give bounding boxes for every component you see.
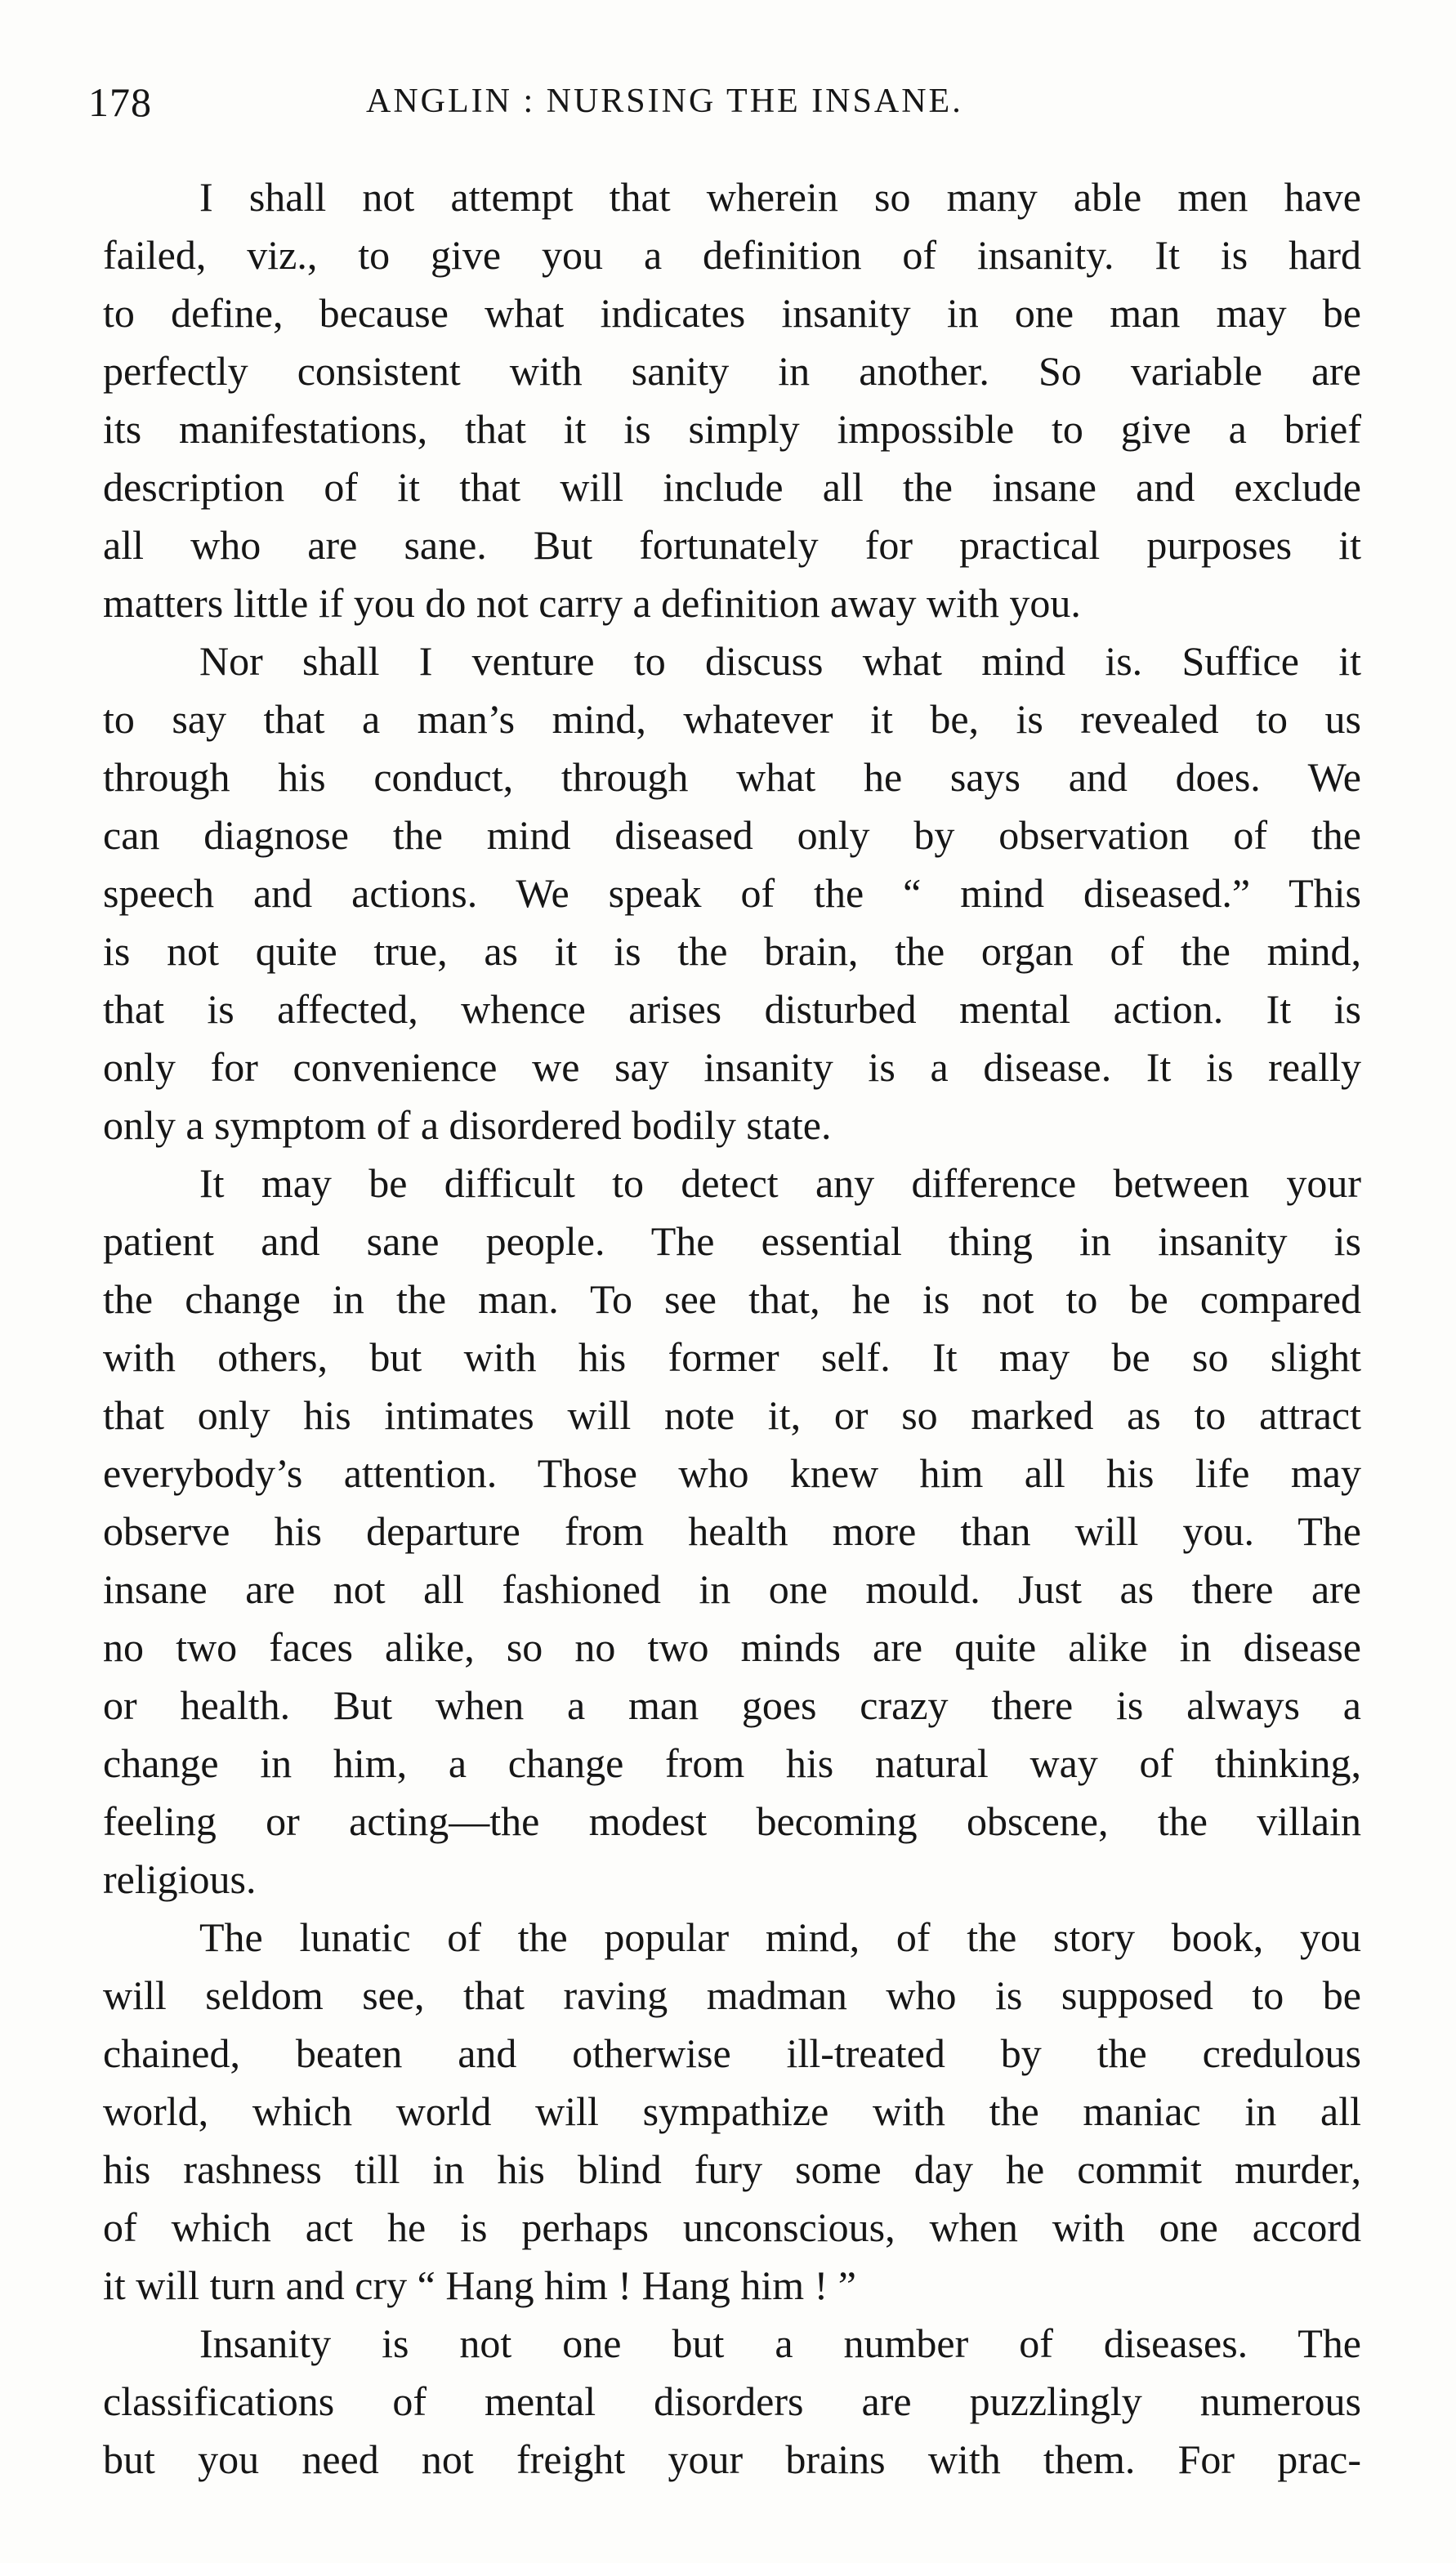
text-line: patient and sane people. The essential thing in insanity is [103,1218,1361,1264]
text-line: but you need not freight your brains with them. For prac- [103,2436,1361,2482]
running-head [88,78,1371,136]
text-line: no two faces alike, so no two minds are quite alike in disease [103,1624,1361,1670]
text-line: can diagnose the mind diseased only by observation of the [103,812,1361,858]
text-line: feeling or acting—the modest becoming obscene, the villain [103,1798,1361,1844]
text-line: Nor shall I venture to discuss what mind is. Suffice it [199,638,1361,684]
text-line: only a symptom of a disordered bodily state. [103,1102,832,1148]
text-line: everybody’s attention. Those who knew him all his life may [103,1450,1361,1496]
text-line: perfectly consistent with sanity in another. So variable are [103,348,1361,394]
text-line: it will turn and cry “ Hang him ! Hang him ! ” [103,2262,856,2308]
text-line: description of it that will include all the insane and exclude [103,464,1361,510]
paragraph-5 [103,2315,1361,2489]
text-line: I shall not attempt that wherein so many able men have [199,174,1361,220]
text-line: matters little if you do not carry a definition away with you. [103,580,1081,626]
text-line: with others, but with his former self. It may be so slight [103,1334,1361,1380]
text-line: insane are not all fashioned in one mould. Just as there are [103,1566,1361,1612]
text-line: failed, viz., to give you a definition of insanity. It is hard [103,232,1361,278]
text-line: religious. [103,1856,257,1902]
text-line: chained, beaten and otherwise ill-treated by the credulous [103,2030,1361,2076]
text-line: of which act he is perhaps unconscious, when with one accord [103,2204,1361,2250]
text-line: all who are sane. But fortunately for practical purposes it [103,522,1361,568]
page-number: 178 [88,79,152,125]
text-line: that is affected, whence arises disturbed mental action. It is [103,986,1361,1032]
text-line: observe his departure from health more than will you. The [103,1508,1361,1554]
text-line: is not quite true, as it is the brain, the organ of the mind, [103,928,1361,974]
body-text [103,168,1361,2489]
text-line: the change in the man. To see that, he is not to be compared [103,1276,1361,1322]
text-line: through his conduct, through what he says and does. We [103,754,1361,800]
text-line: change in him, a change from his natural way of thinking, [103,1740,1361,1786]
text-line: will seldom see, that raving madman who is supposed to be [103,1972,1361,2018]
text-line: It may be difficult to detect any difference between your [199,1160,1361,1206]
text-line: that only his intimates will note it, or so marked as to attract [103,1392,1361,1438]
text-line: his rashness till in his blind fury some day he commit murder, [103,2146,1361,2192]
text-line: only for convenience we say insanity is a disease. It is really [103,1044,1361,1090]
text-line: its manifestations, that it is simply impossible to give a brief [103,406,1361,452]
running-title: ANGLIN : NURSING THE INSANE. [366,83,963,120]
text-line: speech and actions. We speak of the “ mind diseased.” This [103,870,1361,916]
text-line: to define, because what indicates insanity in one man may be [103,290,1361,336]
text-line: or health. But when a man goes crazy there is always a [103,1682,1361,1728]
paragraph-2 [103,632,1361,1154]
paragraph-4 [103,1909,1361,2315]
text-line: to say that a man’s mind, whatever it be, is revealed to us [103,696,1361,742]
text-line: Insanity is not one but a number of diseases. The [199,2320,1361,2366]
text-line: The lunatic of the popular mind, of the story book, you [199,1914,1361,1960]
text-line: classifications of mental disorders are puzzlingly numerous [103,2378,1361,2424]
paragraph-3 [103,1154,1361,1909]
text-line: world, which world will sympathize with the maniac in all [103,2088,1361,2134]
paragraph-1 [103,168,1361,632]
